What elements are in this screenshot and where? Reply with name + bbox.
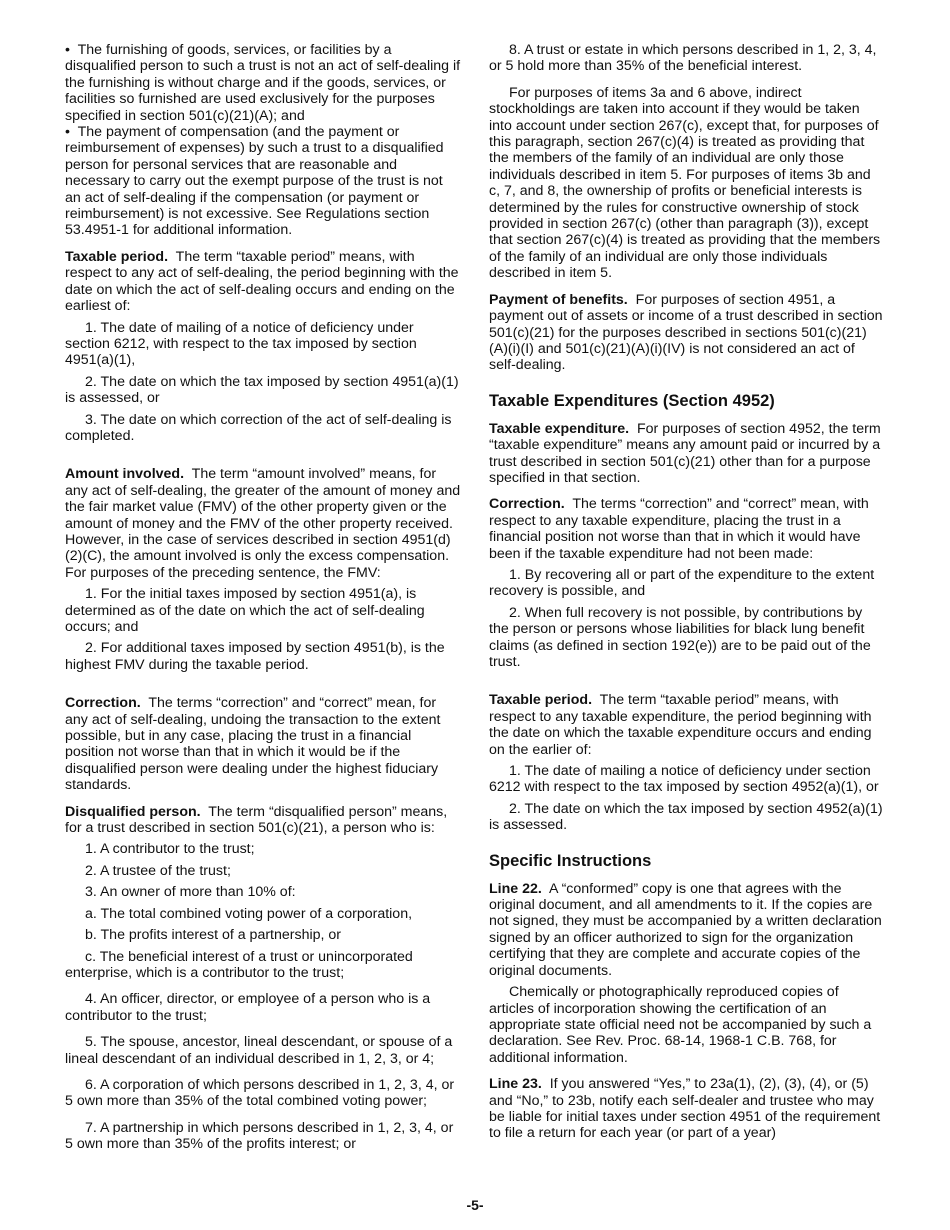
- section-heading: Specific Instructions: [489, 851, 652, 870]
- taxable-period-paragraph: Taxable period. The term “taxable period” means, with respect to any act of self-dealing, the period beginning with the date on which the act of self-dealing occurs and ending on the earliest of:: [65, 248, 459, 315]
- payment-of-benefits-paragraph: Payment of benefits. For purposes of section 4951, a payment out of assets or income of a trust described in section 501(c)(21) for the purposes described in sections 501(c)(21)(A)(i)(I) and 501(c)(21)(A)(i)(IV) is not considered an act of self-dealing.: [489, 291, 883, 374]
- page-number: -5-: [466, 1197, 484, 1213]
- list-item: 2. The date on which the tax imposed by section 4952(a)(1) is assessed.: [489, 800, 883, 834]
- list-item: 8. A trust or estate in which persons described in 1, 2, 3, 4, or 5 hold more than 35% of the beneficial interest.: [489, 42, 877, 75]
- list-item: a. The total combined voting power of a corporation,: [85, 905, 413, 922]
- list-item: 4. An officer, director, or employee of a person who is a contributor to the trust;: [65, 991, 431, 1024]
- list-item: 5. The spouse, ancestor, lineal descendant, or spouse of a lineal descendant of an individual described in 1, 2, 3, or 4;: [65, 1034, 453, 1067]
- list-item: 3. The date on which correction of the act of self-dealing is completed.: [65, 411, 452, 444]
- list-item: 3. An owner of more than 10% of:: [85, 884, 296, 901]
- left-column: [65, 42, 461, 1163]
- list-item: 2. For additional taxes imposed by section 4951(b), is the highest FMV during the taxable period.: [65, 640, 445, 673]
- correction-paragraph: Correction. The terms “correction” and “correct” mean, with respect to any taxable expenditure, placing the trust in a financial position not worse than that in which it would have been if the taxable expenditure had not been made:: [489, 496, 869, 562]
- list-item: b. The profits interest of a partnership, or: [85, 927, 342, 944]
- taxable-period-paragraph: Taxable period. The term “taxable period” means, with respect to any taxable expenditure, the period beginning with the date on which the taxable expenditure occurs and ending on the earlier of:: [489, 692, 872, 758]
- list-item: c. The beneficial interest of a trust or unincorporated enterprise, which is a contributor to the trust;: [65, 948, 413, 981]
- section-heading: Taxable Expenditures (Section 4952): [489, 391, 775, 410]
- list-item: 2. When full recovery is not possible, by contributions by the person or persons whose liabilities for black lung benefit claims (as defined in section 192(e)) are to be paid out of the trust.: [489, 604, 871, 670]
- bullet-paragraph: • The furnishing of goods, services, or facilities by a disqualified person to such a trust is not an act of self-dealing if the furnishing is without charge and if the goods, services, or facilities so furnished are used exclusively for the purposes specified in section 501(c)(21)(A); and: [65, 42, 461, 124]
- line-22-paragraph: Line 22. A “conformed” copy is one that agrees with the original document, and all amendments to it. If the copies are not signed, they must be accompanied by a written declaration signed by an officer authorized to sign for the organization certifying that they are complete and accurate copies of the original documents.: [489, 880, 882, 979]
- list-item: 2. The date on which the tax imposed by section 4951(a)(1) is assessed, or: [65, 373, 459, 407]
- list-item: 1. For the initial taxes imposed by section 4951(a), is determined as of the date on which the act of self-dealing occurs; and: [65, 586, 425, 635]
- bullet-paragraph: • The payment of compensation (and the payment or reimbursement of expenses) by such a trust to a disqualified person for personal services that are reasonable and necessary to carry out the exempt purpose of the trust is not an act of self-dealing if the compensation (or payment or reimbursement) is not excessive. See Regulations section 53.4951-1 for additional information.: [65, 124, 444, 239]
- list-item: 6. A corporation of which persons described in 1, 2, 3, 4, or 5 own more than 35% of the total combined voting power;: [65, 1076, 455, 1110]
- purposes-paragraph: For purposes of items 3a and 6 above, indirect stockholdings are taken into account if they would be taken into account under section 267(c), except that, for purposes of this paragraph, section 267(c)(4) is treated as providing that the members of the family of an individual are only those individuals described in item 5. For purposes of items 3b and c, 7, and 8, the ownership of profits or beneficial interests is determined by the rules for constructive ownership of stock provided in section 267(c) (other than paragraph (3)), except that section 267(c)(4) is treated as providing that the members of the family of an individual are only those individuals described in item 5.: [489, 84, 881, 282]
- right-column: [489, 42, 885, 1142]
- line-22-paragraph-2: Chemically or photographically reproduced copies of articles of incorporation showing the certification of an appropriate state official need not be accompanied by such a declaration. See Rev. Proc. 68-14, 1968-1 C.B. 768, for additional information.: [489, 984, 872, 1066]
- list-item: 1. By recovering all or part of the expenditure to the extent recovery is possible, and: [489, 566, 875, 600]
- correction-paragraph: Correction. The terms “correction” and “correct” mean, for any act of self-dealing, undoing the transaction to the extent possible, but in any case, placing the trust in a financial position not worse than that in which it would be if the disqualified person were dealing under the highest fiduciary standards.: [65, 695, 441, 794]
- list-item: 1. The date of mailing of a notice of deficiency under section 6212, with respect to the tax imposed by section 4951(a)(1),: [65, 319, 417, 369]
- amount-involved-paragraph: Amount involved. The term “amount involved” means, for any act of self-dealing, the greater of the amount of money and the fair market value (FMV) of the other property given or the amount of money and the FMV of the other property received. However, in the case of services described in section 4951(d)(2)(C), the amount involved is only the excess compensation. For purposes of the preceding sentence, the FMV:: [65, 466, 461, 581]
- line-23-paragraph: Line 23. If you answered “Yes,” to 23a(1), (2), (3), (4), or (5) and “No,” to 23b, notify each self-dealer and trustee who may be liable for initial taxes under section 4951 of the requirement to file a return for each year (or part of a year): [489, 1076, 881, 1142]
- list-item: 2. A trustee of the trust;: [85, 862, 231, 879]
- taxable-expenditure-paragraph: Taxable expenditure. For purposes of section 4952, the term “taxable expenditure” means any amount paid or incurred by a trust described in section 501(c)(21) other than for a purpose specified in that section.: [489, 420, 881, 486]
- list-item: 1. The date of mailing a notice of deficiency under section 6212 with respect to the tax imposed by section 4952(a)(1), or: [489, 763, 879, 796]
- disqualified-person-paragraph: Disqualified person. The term “disqualified person” means, for a trust described in section 501(c)(21), a person who is:: [65, 803, 448, 837]
- list-item: 1. A contributor to the trust;: [85, 841, 255, 858]
- list-item: 7. A partnership in which persons described in 1, 2, 3, 4, or 5 own more than 35% of the profits interest; or: [65, 1119, 454, 1153]
